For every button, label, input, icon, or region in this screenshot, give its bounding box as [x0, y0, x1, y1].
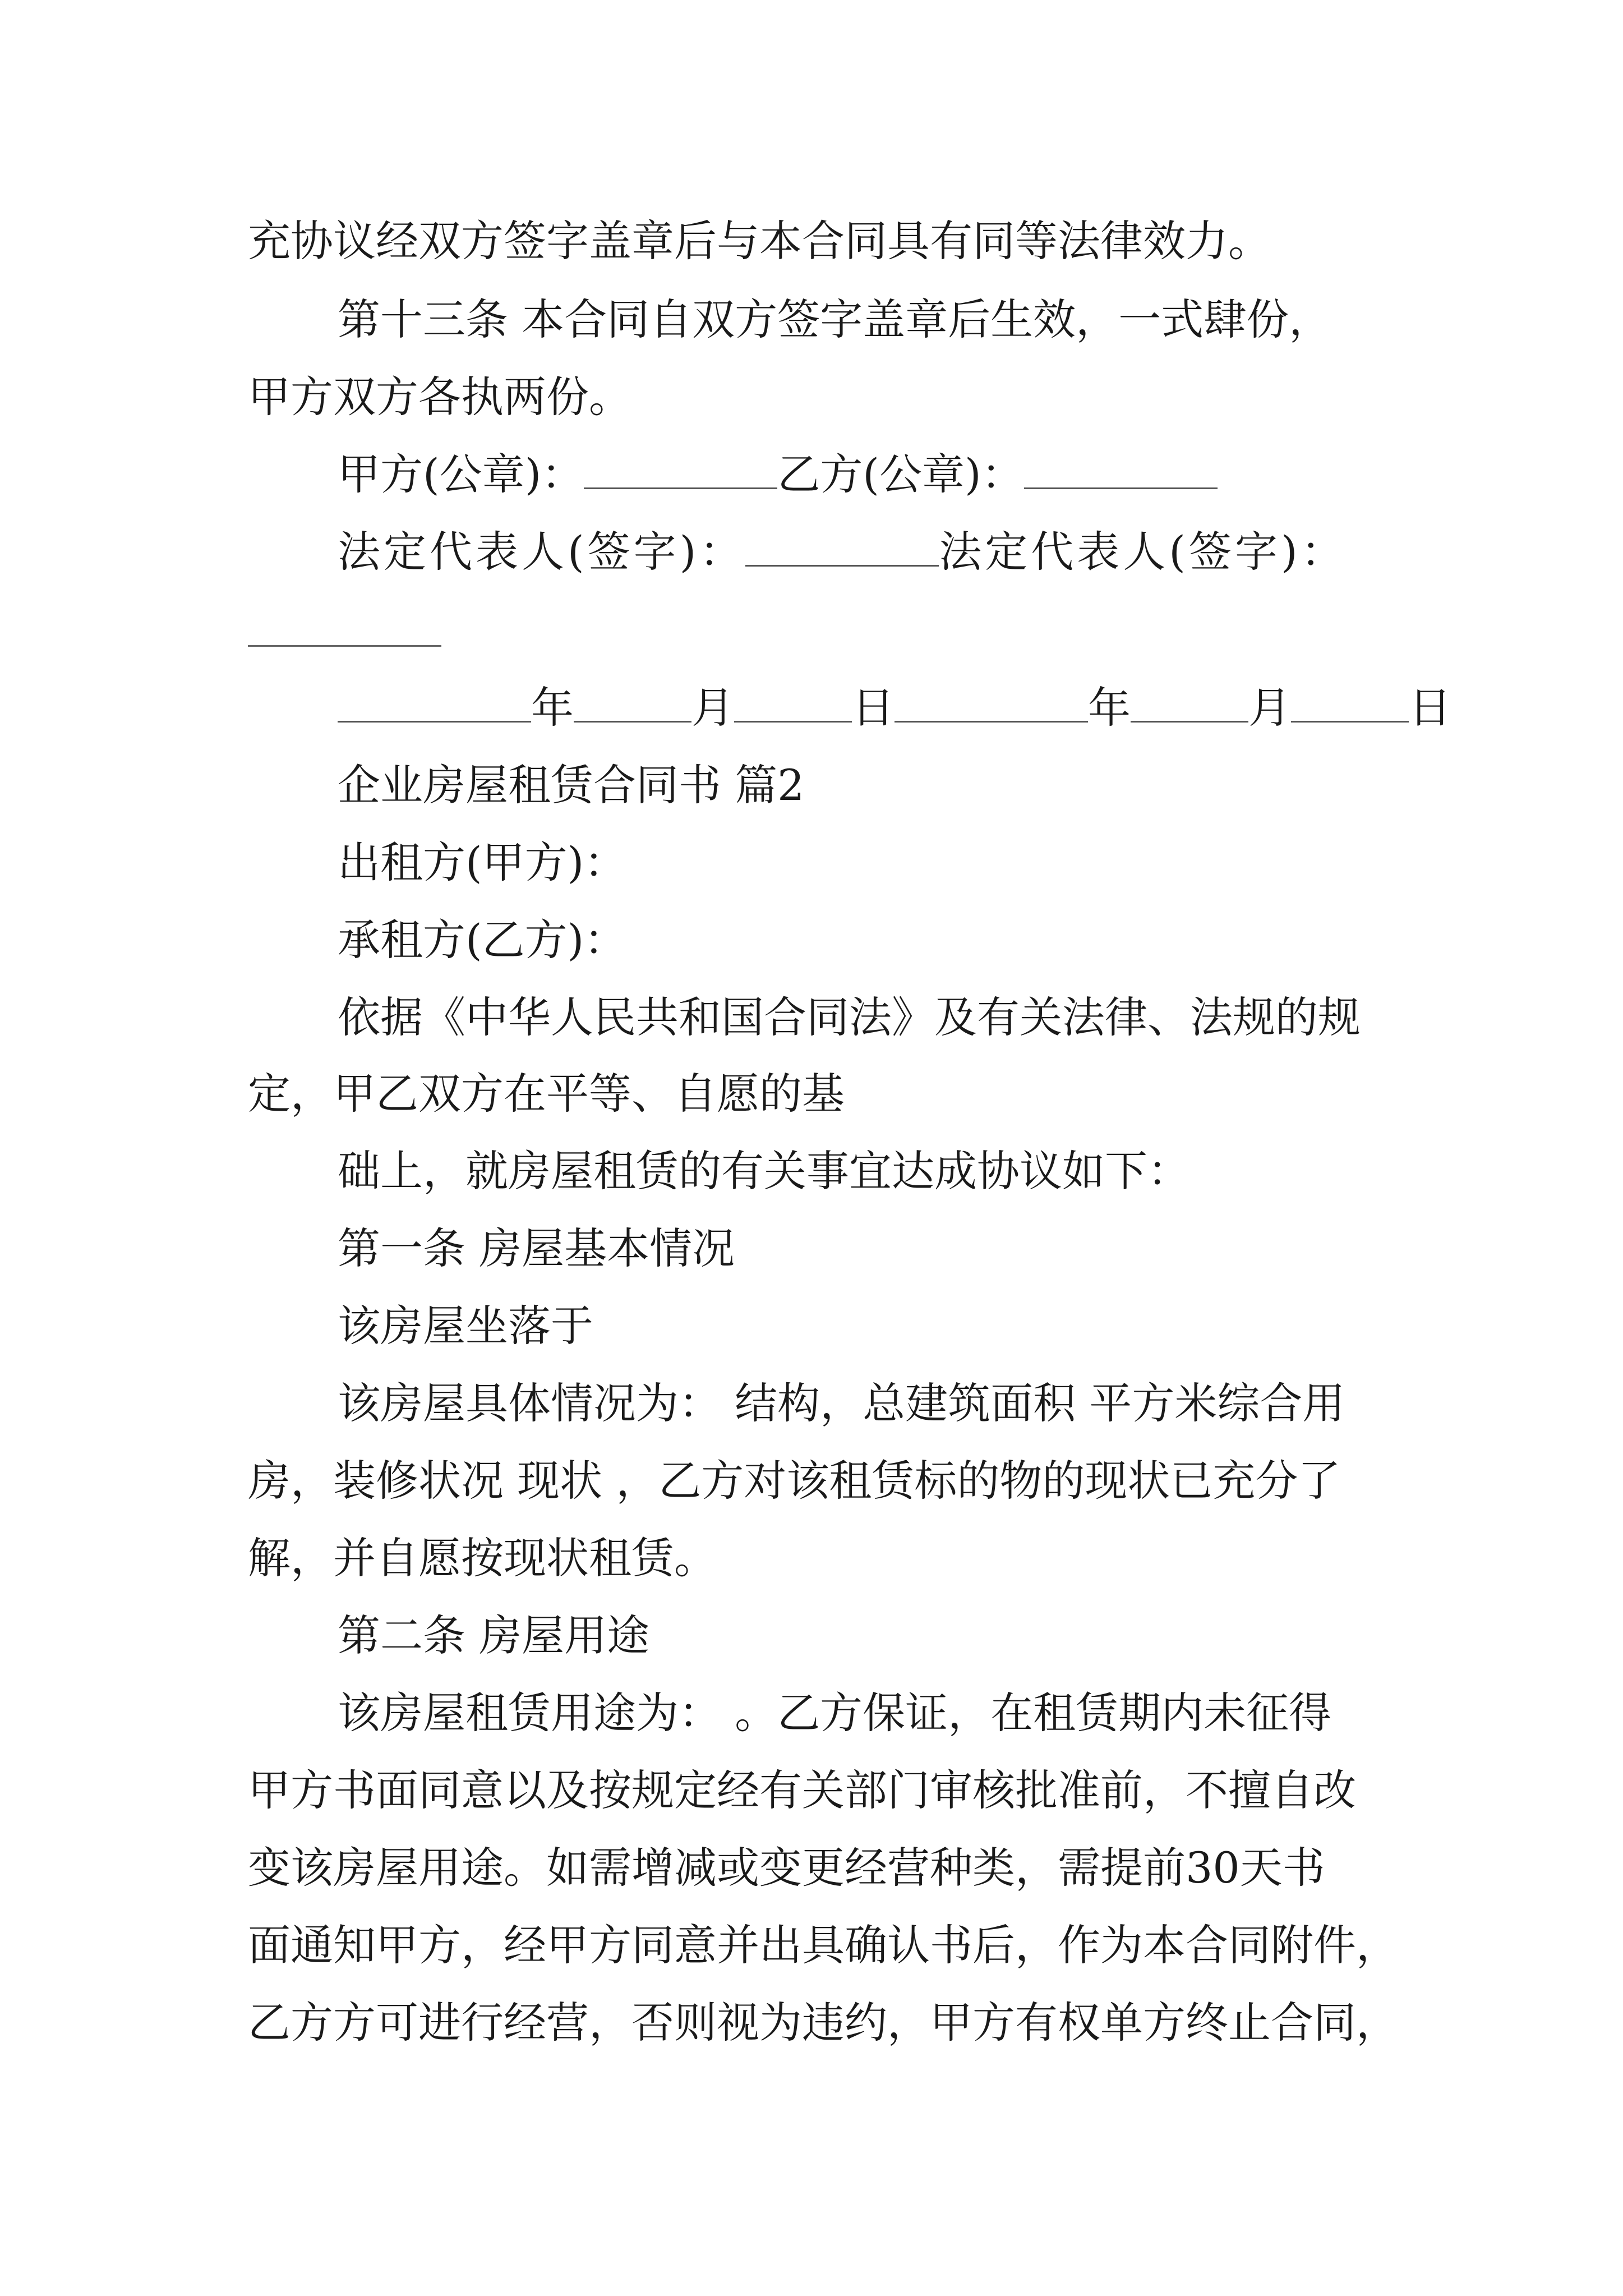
text-line: 该房屋坐落于: [338, 1301, 593, 1351]
text-line: 该房屋租赁用途为： 。乙方保证，在租赁期内未征得: [338, 1688, 1332, 1738]
month-label: 月: [1248, 683, 1291, 733]
party-a-seal-label: 甲方(公章)：: [338, 449, 584, 499]
party-b-rep-blank: [248, 645, 441, 647]
day-blank: [1291, 686, 1409, 723]
text-line: 乙方方可进行经营，否则视为违约，甲方有权单方终止合同，: [248, 1998, 1399, 2047]
text-line: 甲方双方各执两份。: [248, 372, 631, 422]
party-b-rep-label: 法定代表人(签字)：: [939, 527, 1347, 577]
party-a-rep-blank: [745, 530, 939, 567]
day-label: 日: [1409, 683, 1451, 733]
article-heading: 第一条 房屋基本情况: [338, 1223, 735, 1273]
text-line: 变该房屋用途。如需增减或变更经营种类，需提前30天书: [248, 1843, 1325, 1893]
day-label: 日: [852, 683, 895, 733]
month-blank: [1131, 686, 1248, 723]
text-line: 解，并自愿按现状租赁。: [248, 1533, 717, 1583]
text-line: 定，甲乙双方在平等、自愿的基: [248, 1069, 845, 1119]
date-line: [338, 680, 1623, 736]
year-label: 年: [531, 683, 574, 733]
party-a-seal-blank: [584, 453, 777, 489]
text-line: 该房屋具体情况为： 结构，总建筑面积 平方米综合用: [338, 1378, 1345, 1428]
section-heading: 企业房屋租赁合同书 篇2: [338, 760, 805, 810]
year-blank: [338, 686, 531, 723]
legal-representative-line: [338, 524, 1623, 580]
party-b-seal-label: 乙方(公章)：: [777, 449, 1024, 499]
article-heading: 第二条 房屋用途: [338, 1611, 650, 1660]
signature-seal-line: [338, 447, 1623, 503]
text-line: 础上，就房屋租赁的有关事宜达成协议如下：: [338, 1146, 1190, 1196]
month-label: 月: [691, 683, 734, 733]
text-line: 房，装修状况 现状 ，乙方对该租赁标的物的现状已充分了: [248, 1456, 1341, 1506]
year-blank: [895, 686, 1088, 723]
party-a-rep-label: 法定代表人(签字)：: [338, 527, 746, 577]
month-blank: [574, 686, 691, 723]
text-line: 甲方书面同意以及按规定经有关部门审核批准前，不擅自改: [248, 1765, 1356, 1815]
year-label: 年: [1088, 683, 1131, 733]
text-line: 面通知甲方，经甲方同意并出具确认书后，作为本合同附件，: [248, 1920, 1399, 1970]
lessor-line: 出租方(甲方)：: [338, 838, 627, 887]
article-13-line: 第十三条 本合同自双方签字盖章后生效，一式肆份，: [338, 295, 1332, 344]
text-line: 依据《中华人民共和国合同法》及有关法律、法规的规: [338, 992, 1361, 1042]
text-line: 充协议经双方签字盖章后与本合同具有同等法律效力。: [248, 216, 1271, 266]
day-blank: [734, 686, 852, 723]
lessee-line: 承租方(乙方)：: [338, 915, 627, 965]
party-b-seal-blank: [1024, 453, 1218, 489]
